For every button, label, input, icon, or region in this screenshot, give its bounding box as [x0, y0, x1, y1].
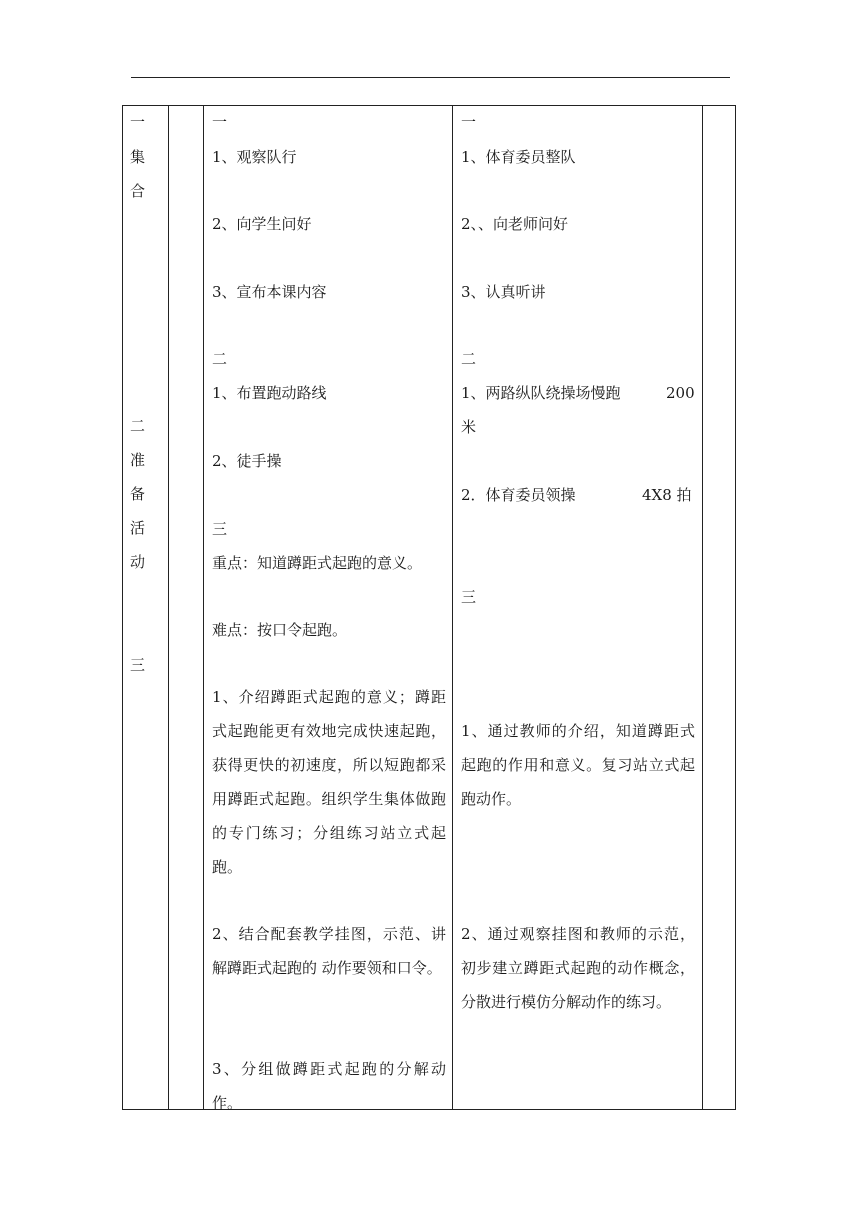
teacher-paragraph: 3、分组做蹲距式起跑的分解动作。	[212, 1060, 446, 1112]
teacher-item: 3、宣布本课内容	[212, 283, 327, 301]
student-item: 2．体育委员领操	[461, 486, 576, 504]
section-heading: 一	[461, 113, 477, 131]
student-item: 1、体育委员整队	[461, 148, 576, 166]
section-heading: 三	[461, 588, 477, 606]
column-divider-3	[452, 105, 453, 1110]
student-paragraph: 2、通过观察挂图和教师的示范，初步建立蹲距式起跑的动作概念，分散进行模仿分解动作的练习。	[461, 925, 695, 1011]
teacher-paragraph: 1、介绍蹲距式起跑的意义；蹲距式起跑能更有效地完成快速起跑，获得更快的初速度，所以短跑都采用蹲距式起跑。组织学生集体做跑的专门练习；分组练习站立式起跑。	[212, 688, 446, 876]
teacher-item: 1、布置跑动路线	[212, 384, 327, 402]
section-heading: 一	[212, 113, 228, 131]
student-item: 3、认真听讲	[461, 283, 546, 301]
section-label-char: 备	[130, 485, 146, 503]
student-item: 2、、向老师问好	[461, 215, 569, 233]
header-rule	[131, 77, 730, 78]
section-heading: 二	[212, 350, 228, 368]
column-divider-4	[702, 105, 703, 1110]
section-heading: 三	[212, 520, 228, 538]
section-label-char: 合	[130, 182, 146, 200]
run-distance: 200	[666, 384, 695, 402]
section-label-char: 集	[130, 148, 146, 166]
section-label-char: 二	[130, 417, 146, 435]
teacher-item: 1、观察队行	[212, 148, 297, 166]
student-item: 米	[461, 418, 477, 436]
student-paragraph: 1、通过教师的介绍，知道蹲距式起跑的作用和意义。复习站立式起跑动作。	[461, 722, 695, 808]
key-point: 重点：知道蹲距式起跑的意义。	[212, 554, 423, 572]
teacher-paragraph: 2、结合配套教学挂图，示范、讲解蹲距式起跑的 动作要领和口令。	[212, 925, 446, 977]
student-item: 1、两路纵队绕操场慢跑	[461, 384, 621, 402]
section-label-char: 动	[130, 553, 146, 571]
column-divider-1	[168, 105, 169, 1110]
section-label-char: 准	[130, 451, 146, 469]
column-divider-2	[203, 105, 204, 1110]
section-heading: 二	[461, 350, 477, 368]
section-label-char: 三	[130, 656, 146, 674]
section-label-char: 活	[130, 519, 146, 537]
section-label-char: 一	[130, 113, 146, 131]
teacher-item: 2、徒手操	[212, 452, 282, 470]
difficulty-point: 难点：按口令起跑。	[212, 621, 348, 639]
drill-count: 4X8 拍	[642, 486, 692, 504]
teacher-item: 2、向学生问好	[212, 215, 312, 233]
